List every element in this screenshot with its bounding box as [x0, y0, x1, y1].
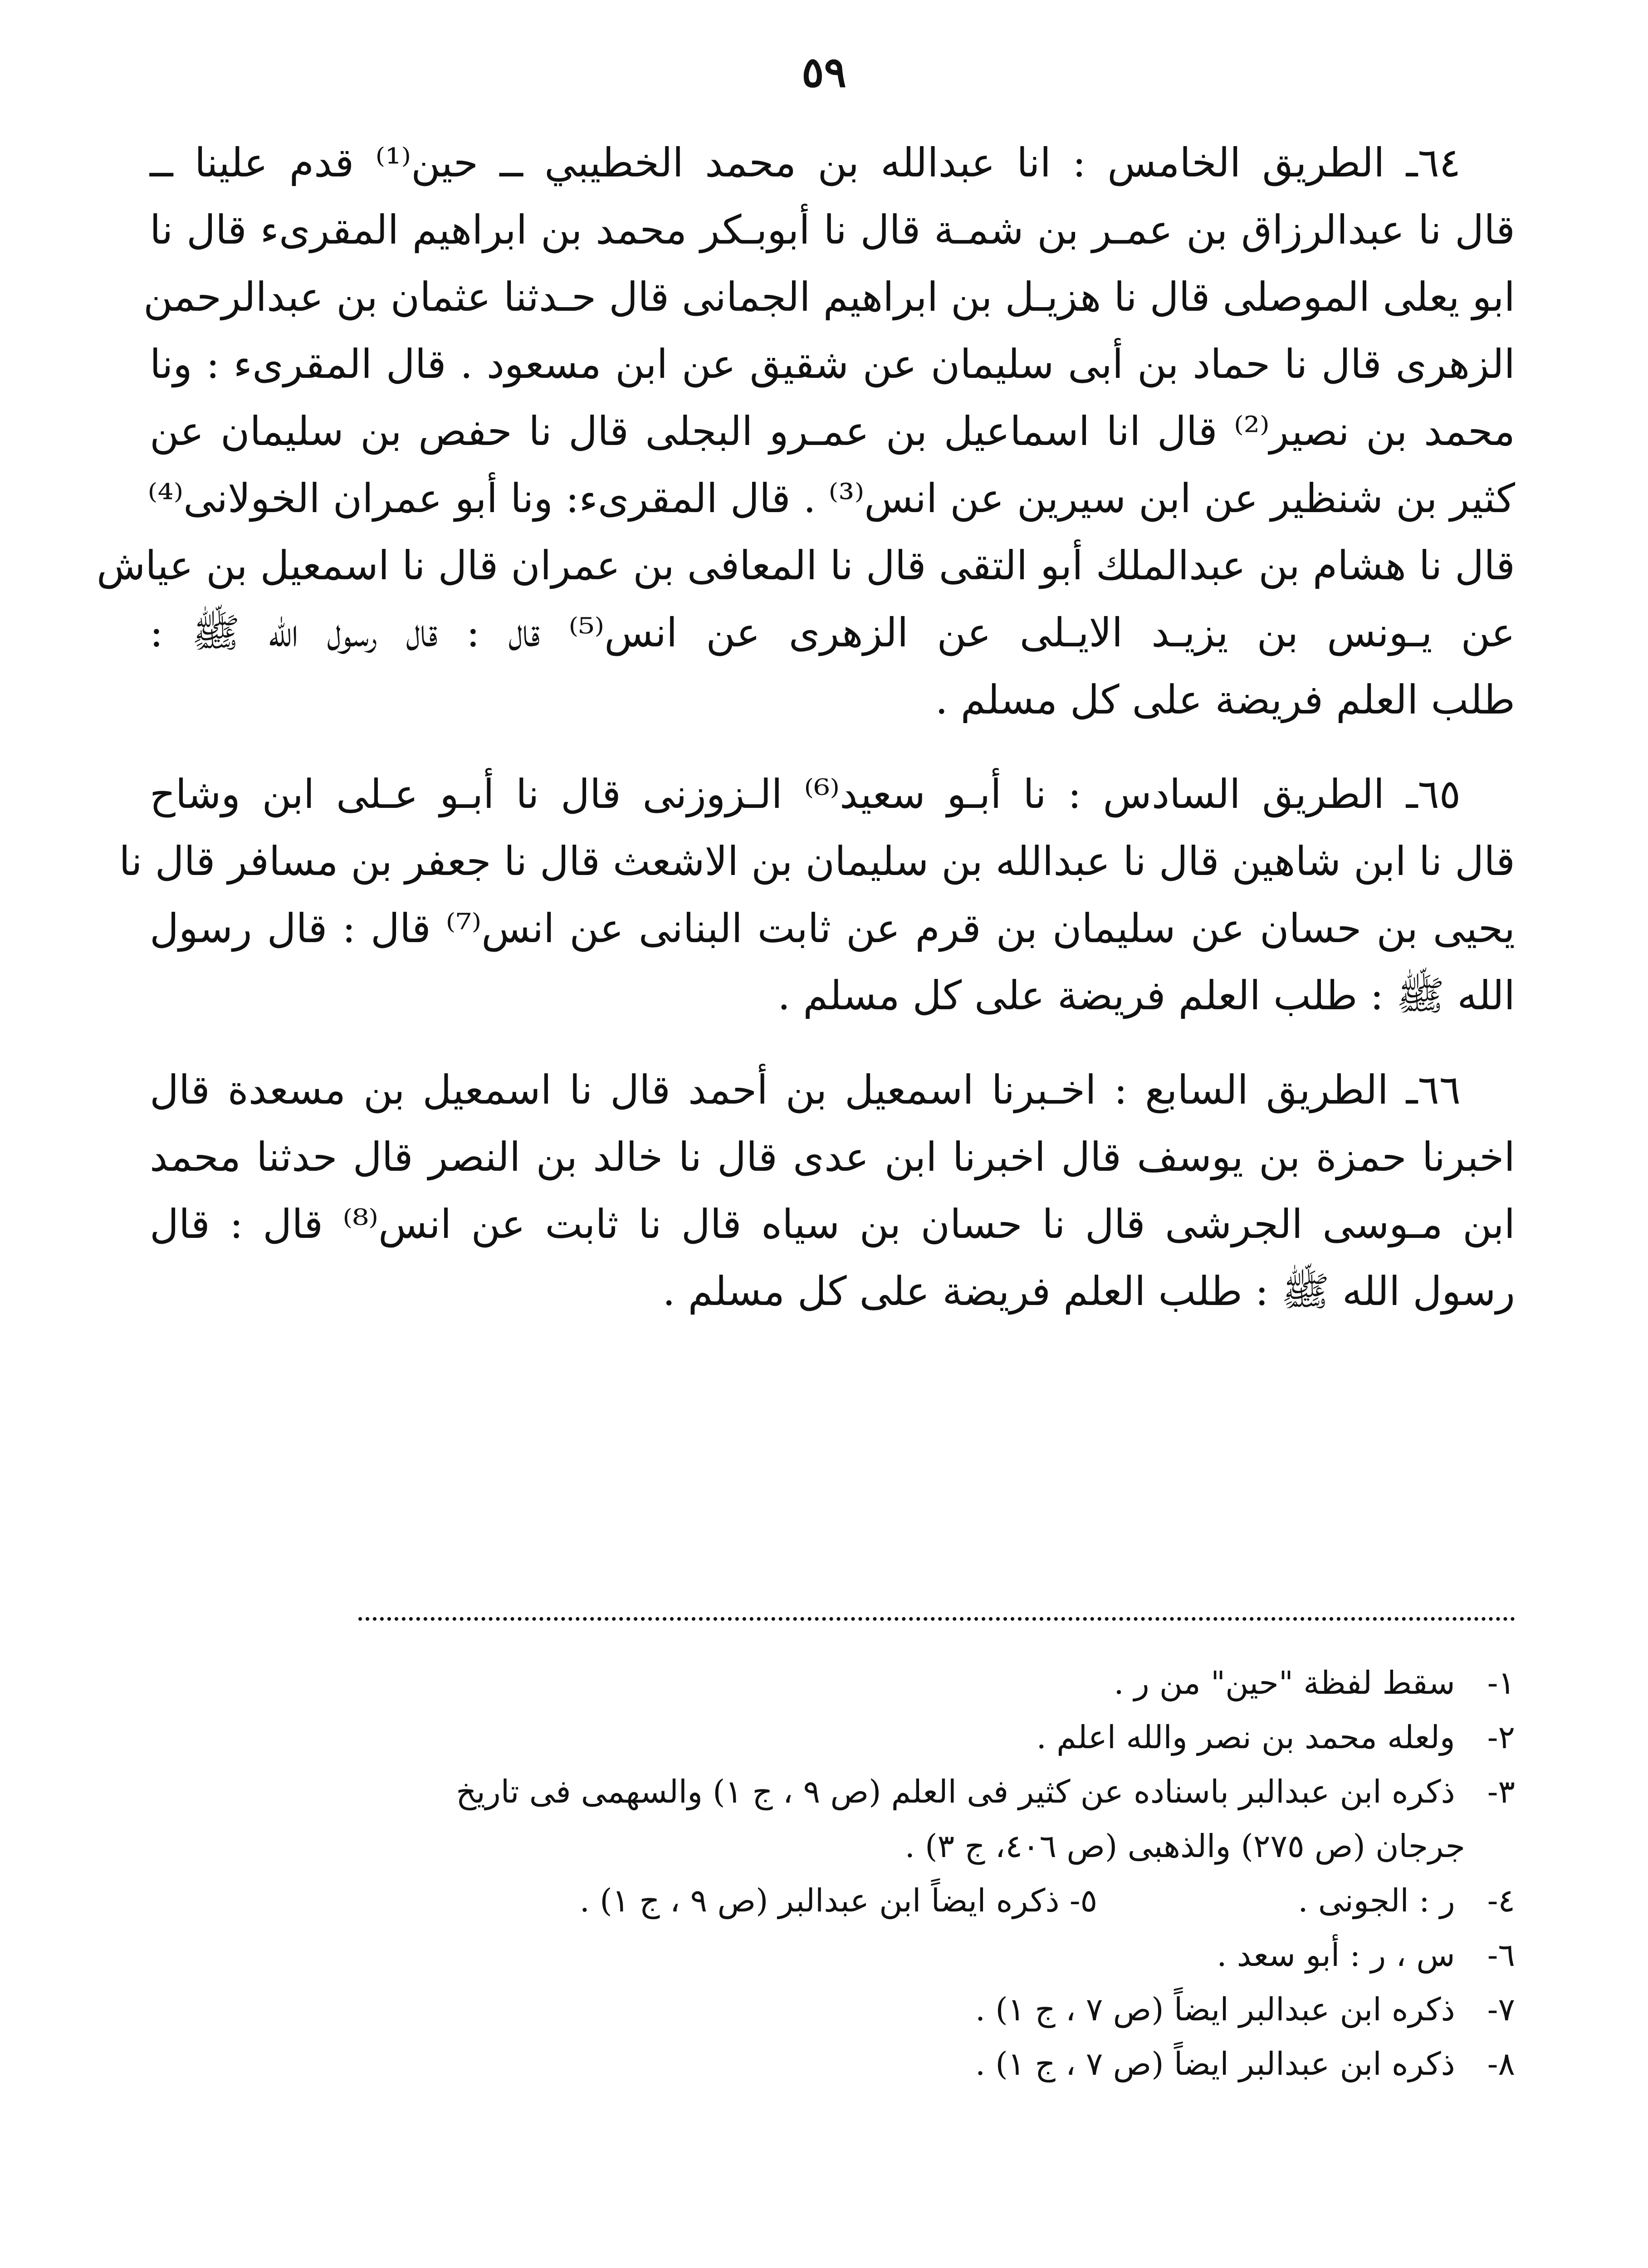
text-line: ٦٥ـ الطريق السادس : نا أبـو سعيد⁽⁶⁾ الـزوزنى قال نا أبـو عـلى ابن وشاح [150, 771, 1461, 817]
footnote-text: ذكره ايضاً ابن عبدالبر (ص ٩ ، ج ١) . [579, 1882, 1060, 1919]
footnotes [150, 1656, 1515, 2091]
footnote-text: ذكره ابن عبدالبر ايضاً (ص ٧ ، ج ١) . [975, 2045, 1455, 2082]
footnote-text: ر : الجونى . [1298, 1882, 1455, 1919]
footnote-number: ٧- [1487, 1991, 1515, 2028]
text-line: رسول الله ﷺ : طلب العلم فريضة على كل مسلم . [662, 1268, 1515, 1315]
text-line: قال نا ابن شاهين قال نا عبدالله بن سليمان بن الاشعث قال نا جعفر بن مسافر قال نا [119, 838, 1515, 885]
footnote-4-5 [150, 1873, 1515, 1928]
footnote-8 [150, 2037, 1515, 2091]
footnote-1 [150, 1656, 1515, 1710]
footnote-text: س ، ر : أبو سعد . [1217, 1936, 1455, 1974]
footnote-number: ٤- [1487, 1882, 1515, 1919]
footnote-3 [150, 1765, 1515, 1819]
text-line: ٦٤ـ الطريق الخامس : انا عبدالله بن محمد الخطيبي ــ حين⁽¹⁾ قدم علينا ــ [150, 139, 1461, 186]
text-line: اخبرنا حمزة بن يوسف قال اخبرنا ابن عدى قال نا خالد بن النصر قال حدثنا محمد [150, 1134, 1515, 1180]
footnote-number: ١- [1487, 1664, 1515, 1701]
footnote-number: ٢- [1487, 1719, 1515, 1756]
text-line: ابو يعلى الموصلى قال نا هزيـل بن ابراهيم الجمانى قال حـدثنا عثمان بن عبدالرحمن [143, 274, 1515, 320]
footnote-text: ذكره ابن عبدالبر باسناده عن كثير فى العلم (ص ٩ ، ج ١) والسهمى فى تاريخ [456, 1773, 1455, 1810]
text-line: الله ﷺ : طلب العلم فريضة على كل مسلم . [778, 972, 1515, 1019]
footnote-text: ذكره ابن عبدالبر ايضاً (ص ٧ ، ج ١) . [975, 1991, 1455, 2028]
text-line: قال نا عبدالرزاق بن عمـر بن شمـة قال نا أبوبـكر محمد بن ابراهيم المقرىء قال نا [150, 206, 1515, 253]
footnote-text: ولعله محمد بن نصر والله اعلم . [1036, 1719, 1455, 1756]
text-line: الزهرى قال نا حماد بن أبى سليمان عن شقيق عن ابن مسعود . قال المقرىء : ونا [150, 341, 1515, 387]
text-line: قال نا هشام بن عبدالملك أبو التقى قال نا المعافى بن عمران قال نا اسمعيل بن عياش [96, 542, 1515, 589]
footnote-5 [580, 1873, 1097, 1928]
paragraph-64 [96, 129, 1515, 733]
main-text [96, 129, 1516, 1352]
footnote-7 [150, 1982, 1515, 2037]
text-line: عن يـونس بن يزيـد الايـلى عن الزهرى عن انس⁽⁵⁾ قال : قال رسول الله ﷺ : [150, 609, 1515, 656]
text-line: محمد بن نصير⁽²⁾ قال انا اسماعيل بن عمـرو البجلى قال نا حفص بن سليمان عن [150, 408, 1515, 455]
footnote-number: ٨- [1487, 2045, 1515, 2082]
page-number: ٥٩ [802, 48, 846, 97]
text-line: كثير بن شنظير عن ابن سيرين عن انس⁽³⁾ . قال المقرىء: ونا أبو عمران الخولانى⁽⁴⁾ [147, 475, 1515, 522]
footnote-number: ٥- [1069, 1882, 1098, 1919]
text-line: ابن مـوسى الجرشى قال نا حسان بن سياه قال نا ثابت عن انس⁽⁸⁾ قال : قال [150, 1201, 1516, 1247]
text-line: يحيى بن حسان عن سليمان بن قرم عن ثابت البنانى عن انس⁽⁷⁾ قال : قال رسول [150, 905, 1515, 952]
footnote-text: سقط لفظة "حين" من ر . [1114, 1664, 1455, 1701]
footnote-2 [150, 1710, 1515, 1765]
paragraph-65 [119, 761, 1515, 1029]
text-line: طلب العلم فريضة على كل مسلم . [935, 676, 1515, 723]
footnote-number: ٦- [1487, 1936, 1515, 1974]
text-line: ٦٦ـ الطريق السابع : اخـبرنا اسمعيل بن أحمد قال نا اسمعيل بن مسعدة قال [150, 1066, 1461, 1113]
footnote-separator [358, 1617, 1515, 1621]
footnote-3-continuation: جرجان (ص ٢٧٥) والذهبى (ص ٤٠٦، ج ٣) . [905, 1828, 1465, 1865]
footnote-number: ٣- [1487, 1773, 1515, 1810]
footnote-6 [150, 1928, 1515, 1982]
paragraph-66 [150, 1056, 1515, 1325]
